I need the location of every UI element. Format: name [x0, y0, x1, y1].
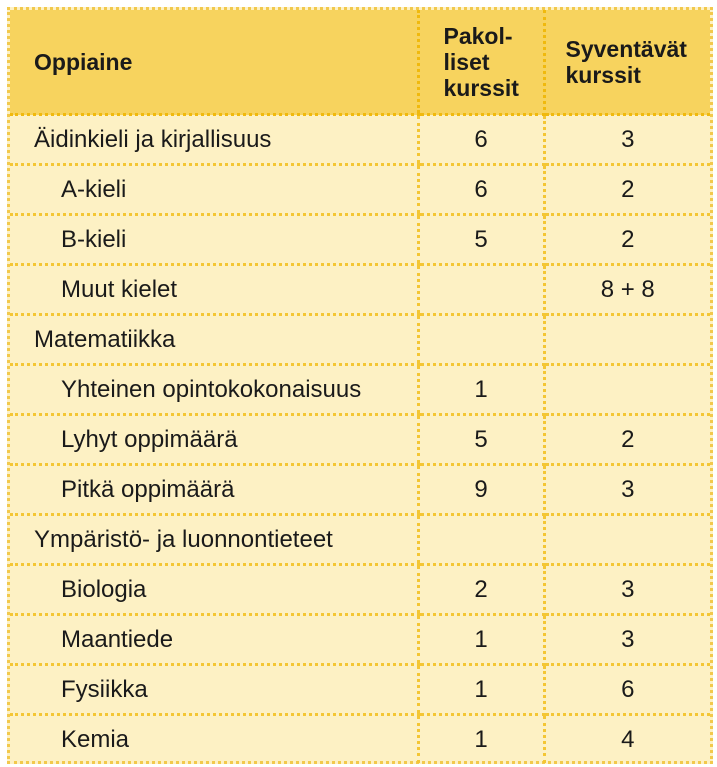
advanced-cell: 2	[544, 415, 710, 465]
subject-cell: Lyhyt oppimäärä	[10, 415, 418, 465]
advanced-cell: 3	[544, 565, 710, 615]
mandatory-cell	[418, 265, 544, 315]
advanced-cell	[544, 365, 710, 415]
mandatory-cell: 5	[418, 215, 544, 265]
subject-cell: Biologia	[10, 565, 418, 615]
advanced-cell: 3	[544, 115, 710, 165]
table-row	[10, 715, 710, 764]
table-header-row	[10, 10, 710, 115]
subject-cell: Matematiikka	[10, 315, 418, 365]
subject-cell: A-kieli	[10, 165, 418, 215]
subject-cell: Kemia	[61, 725, 130, 753]
table-row	[10, 465, 710, 515]
mandatory-cell: 1	[418, 665, 544, 715]
table-row	[10, 215, 710, 265]
table-row	[10, 665, 710, 715]
table-row	[10, 365, 710, 415]
table-row	[10, 615, 710, 665]
course-table	[10, 10, 710, 763]
table-row	[10, 565, 710, 615]
subject-cell: Yhteinen opintokokonaisuus	[10, 365, 418, 415]
table-row	[10, 315, 710, 365]
mandatory-cell: 2	[418, 565, 544, 615]
subject-cell: Äidinkieli ja kirjallisuus	[10, 115, 418, 165]
header-mandatory-line: kurssit	[443, 74, 519, 101]
subject-cell: Maantiede	[10, 615, 418, 665]
subject-cell: Pitkä oppimäärä	[10, 465, 418, 515]
mandatory-cell: 6	[418, 165, 544, 215]
advanced-cell: 2	[544, 215, 710, 265]
advanced-cell: 8 + 8	[544, 265, 710, 315]
header-advanced-courses	[544, 10, 710, 115]
mandatory-cell: 1	[418, 615, 544, 665]
table-row	[10, 515, 710, 565]
header-subject: Oppiaine	[10, 10, 418, 115]
table-row	[10, 265, 710, 315]
subject-cell: Muut kielet	[10, 265, 418, 315]
header-mandatory-line: Pakol-	[443, 22, 513, 49]
mandatory-cell	[418, 515, 544, 565]
header-mandatory-courses	[418, 10, 544, 115]
mandatory-cell: 6	[418, 115, 544, 165]
advanced-cell: 6	[544, 665, 710, 715]
subject-cell: Fysiikka	[10, 665, 418, 715]
table-row	[10, 115, 710, 165]
advanced-cell: 2	[544, 165, 710, 215]
table-row	[10, 165, 710, 215]
advanced-cell: 3	[544, 465, 710, 515]
mandatory-cell: 9	[418, 465, 544, 515]
subject-cell: Ympäristö- ja luonnontieteet	[10, 515, 418, 565]
header-advanced-line: Syventävät	[565, 35, 687, 62]
mandatory-cell: 5	[418, 415, 544, 465]
table-row	[10, 415, 710, 465]
header-mandatory-line: liset	[443, 48, 490, 75]
header-advanced-line: kurssit	[565, 61, 641, 88]
mandatory-cell: 1	[418, 715, 544, 764]
advanced-cell: 4	[621, 725, 635, 753]
subject-cell: B-kieli	[10, 215, 418, 265]
advanced-cell	[544, 315, 710, 365]
advanced-cell	[544, 515, 710, 565]
course-table-panel	[7, 7, 713, 764]
advanced-cell: 3	[544, 615, 710, 665]
mandatory-cell: 1	[418, 365, 544, 415]
mandatory-cell	[418, 315, 544, 365]
